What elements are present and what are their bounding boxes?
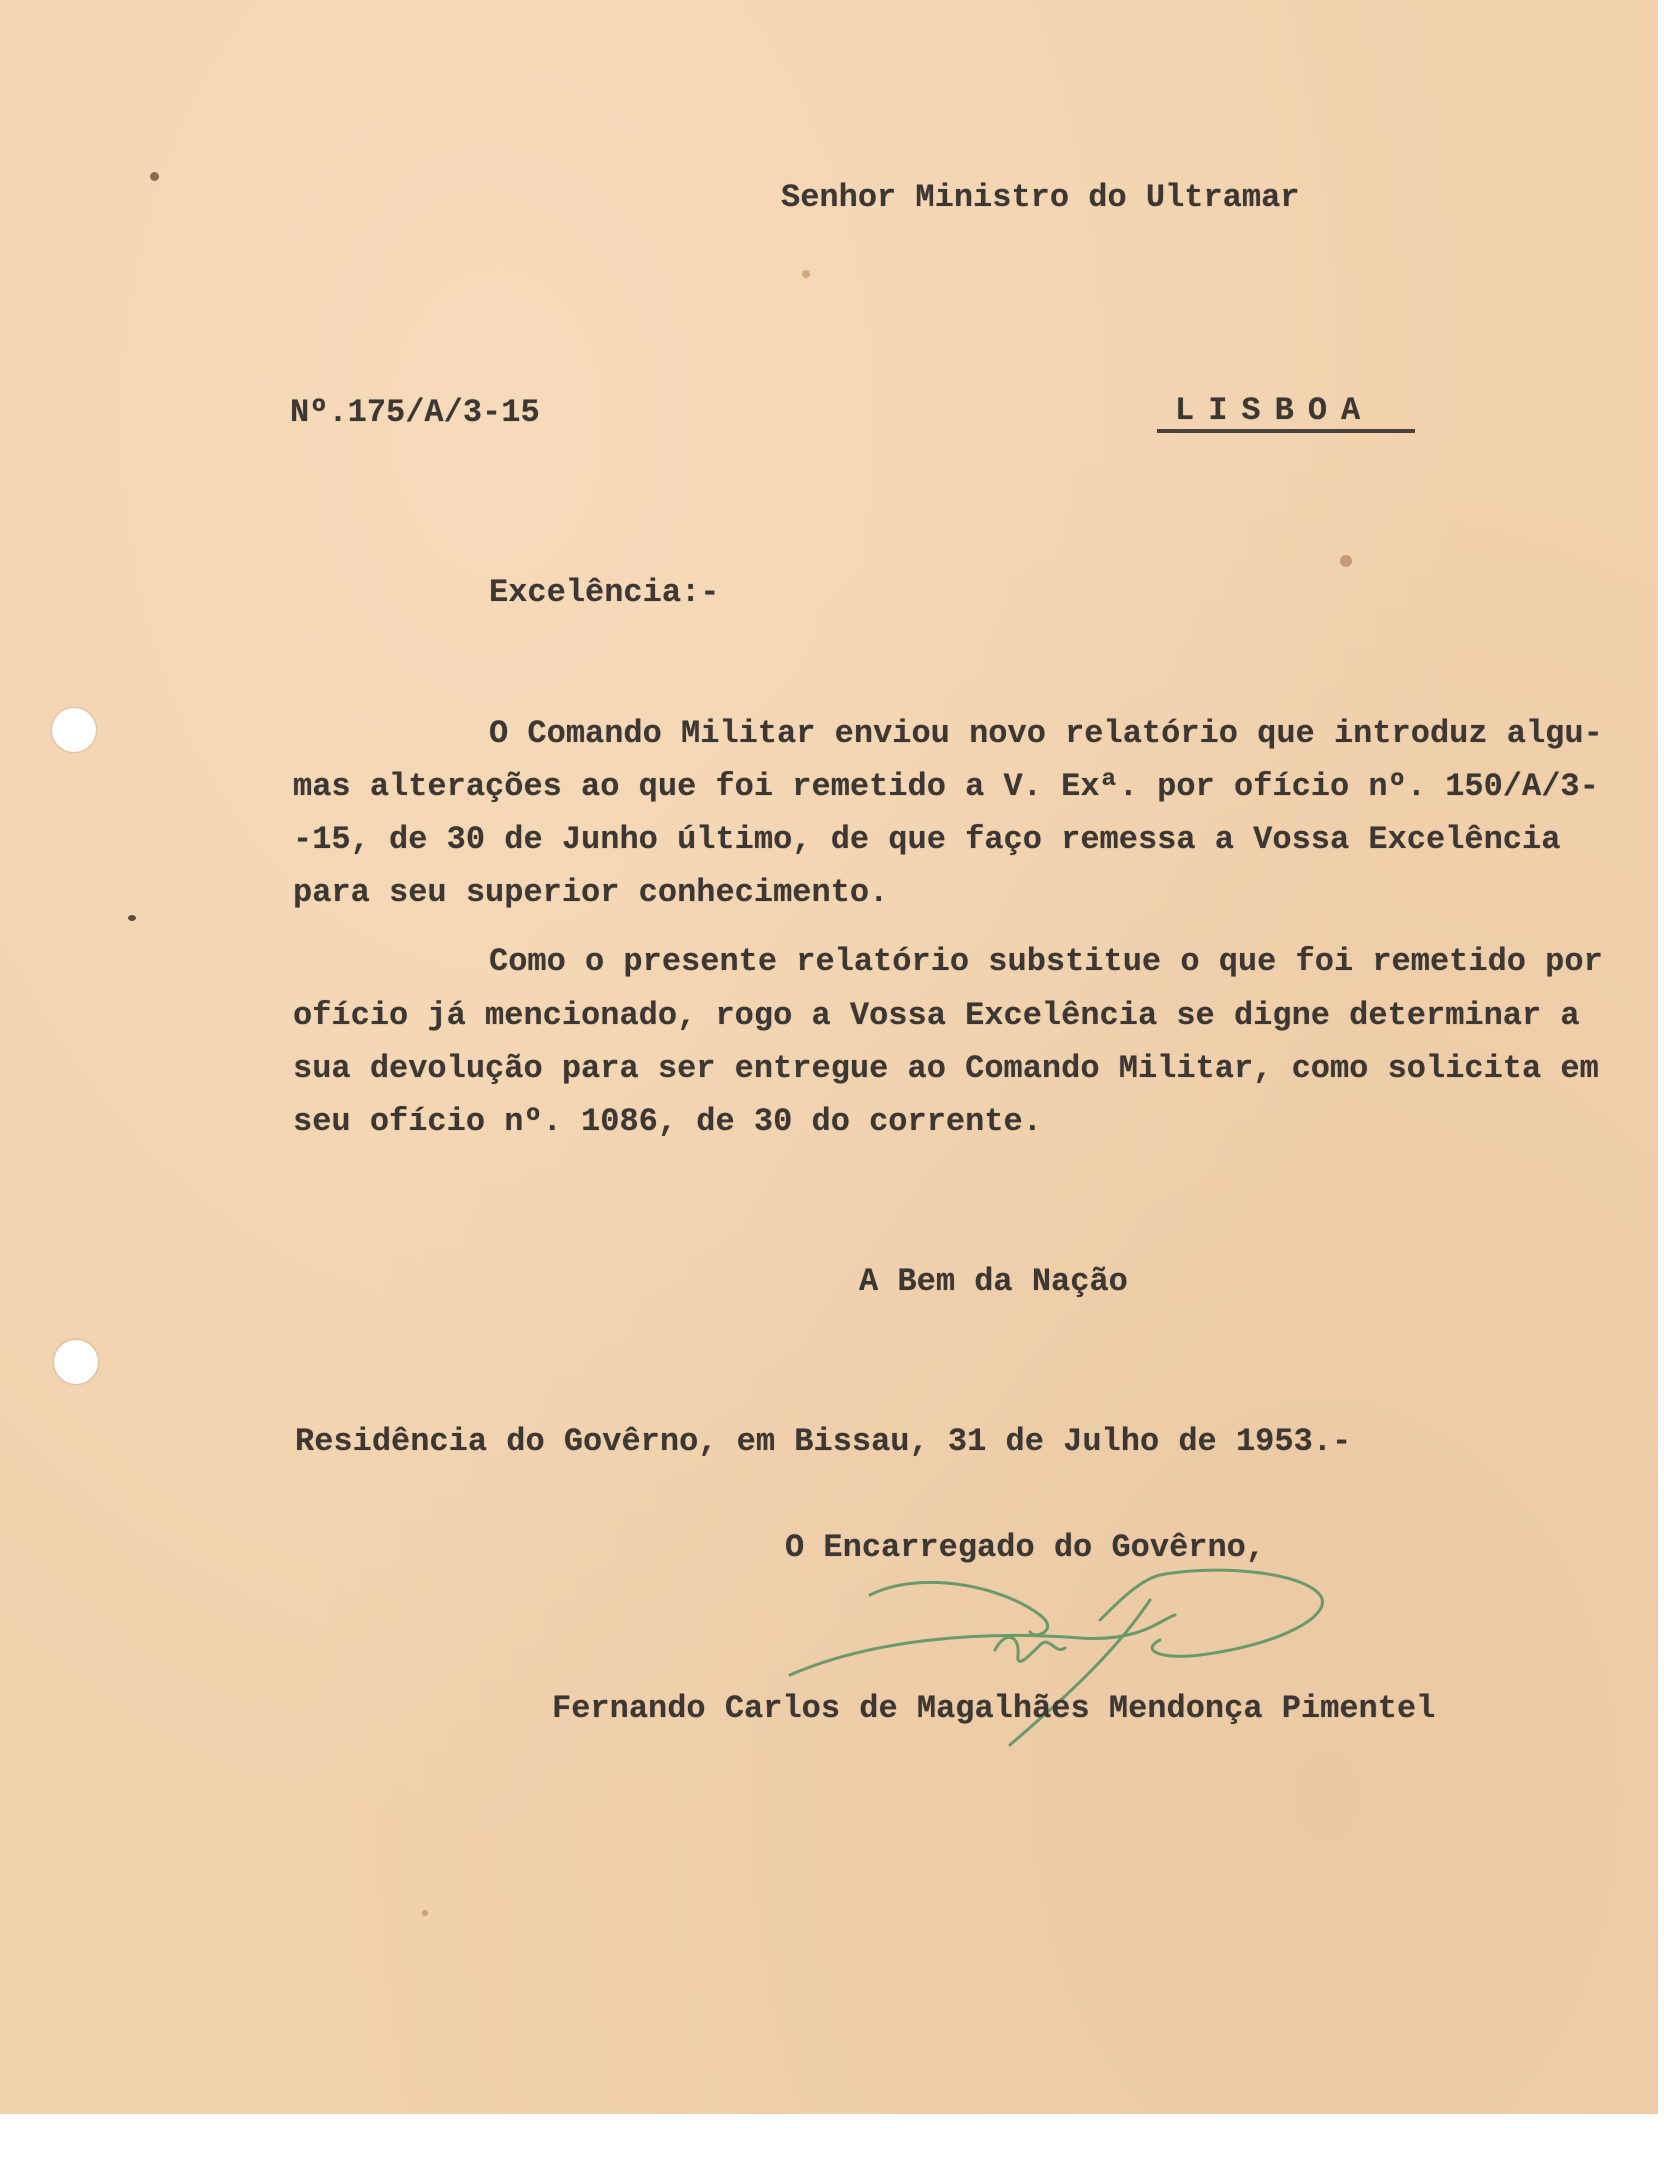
paragraph-1-line: -15, de 30 de Junho último, de que faço remessa a Vossa Excelência [293, 821, 1561, 858]
paragraph-2-line: seu ofício nº. 1086, de 30 do corrente. [293, 1103, 1042, 1140]
punch-hole-bottom [54, 1340, 98, 1384]
destination-city: LISBOA [1175, 392, 1375, 429]
paper-speck [128, 915, 136, 921]
punch-hole-top [52, 708, 96, 752]
paper-speck [1340, 555, 1352, 567]
paragraph-1-line: O Comando Militar enviou novo relatório que introduz algu- [489, 715, 1603, 752]
reference-number: Nº.175/A/3-15 [290, 394, 540, 431]
paragraph-2-line: sua devolução para ser entregue ao Comando Militar, como solicita em [293, 1050, 1599, 1087]
paragraph-2-line: Como o presente relatório substitue o que foi remetido por [489, 943, 1603, 980]
handwritten-signature [780, 1560, 1340, 1760]
addressee: Senhor Ministro do Ultramar [781, 179, 1300, 216]
paragraph-2-line: ofício já mencionado, rogo a Vossa Excelência se digne determinar a [293, 997, 1580, 1034]
place-and-date: Residência do Govêrno, em Bissau, 31 de Julho de 1953.- [295, 1423, 1352, 1460]
city-underline [1157, 429, 1415, 433]
paper-speck [150, 172, 159, 181]
paper-speck [422, 1910, 428, 1916]
paragraph-1-line: para seu superior conhecimento. [293, 874, 889, 911]
closing-formula: A Bem da Nação [859, 1263, 1128, 1300]
salutation: Excelência:- [489, 574, 720, 611]
paragraph-1-line: mas alterações ao que foi remetido a V. Exª. por ofício nº. 150/A/3- [293, 768, 1599, 805]
paper-speck [802, 270, 810, 278]
signatory-name: Fernando Carlos de Magalhães Mendonça Pimentel [552, 1690, 1436, 1727]
signatory-role: O Encarregado do Govêrno, [785, 1529, 1266, 1566]
